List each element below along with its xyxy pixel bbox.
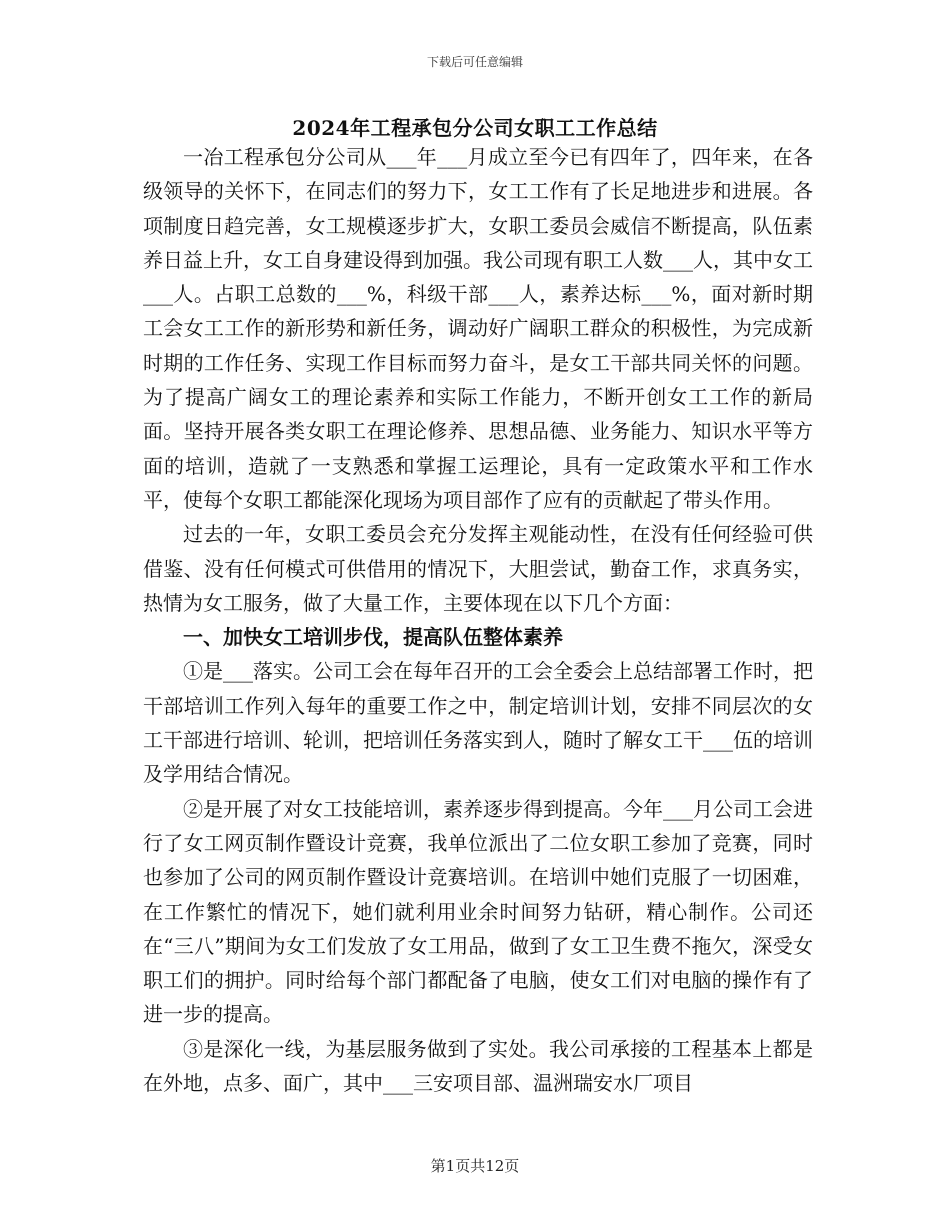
paragraph-item-1: ①是___落实。公司工会在每年召开的工会全委会上总结部署工作时，把干部培训工作列入每年的重要工作之中，制定培训计划，安排不同层次的女工干部进行培训、轮训，把培训任务落实到人，随时了解女工干___伍的培训及学用结合情况。: [143, 659, 813, 787]
document-body: [143, 140, 813, 1100]
page-header-note: 下载后可任意编辑: [426, 55, 523, 69]
document-title: 2024年工程承包分公司女职工工作总结: [292, 116, 658, 140]
paragraph-intro: 一冶工程承包分公司从___年___月成立至今已有四年了，四年来，在各级领导的关怀下，在同志们的努力下，女工工作有了长足地进步和进展。各项制度日趋完善，女工规模逐步扩大，女职工委员会威信不断提高，队伍素养日益上升，女工自身建设得到加强。我公司现有职工人数___人，其中女工___人。占职工总数的___%，科级干部___人，素养达标___%，面对新时期工会女工工作的新形势和新任务，调动好广阔职工群众的积极性，为完成新时期的工作任务、实现工作目标而努力奋斗，是女工干部共同关怀的问题。为了提高广阔女工的理论素养和实际工作能力，不断开创女工工作的新局面。坚持开展各类女职工在理论修养、思想品德、业务能力、知识水平等方面的培训，造就了一支熟悉和掌握工运理论，具有一定政策水平和工作水平，使每个女职工都能深化现场为项目部作了应有的贡献起了带头作用。: [143, 145, 813, 512]
section-heading-training: 一、加快女工培训步伐，提高队伍整体素养: [183, 625, 563, 650]
paragraph-past-year: 过去的一年，女职工委员会充分发挥主观能动性，在没有任何经验可供借鉴、没有任何模式可供借用的情况下，大胆尝试，勤奋工作，求真务实，热情为女工服务，做了大量工作，主要体现在以下几个方面：: [143, 522, 813, 615]
paragraph-item-3: ③是深化一线，为基层服务做到了实处。我公司承接的工程基本上都是在外地，点多、面广，其中___三安项目部、温洲瑞安水厂项目: [143, 1036, 813, 1096]
page-number: 第1页共12页: [430, 1157, 520, 1175]
paragraph-item-2: ②是开展了对女工技能培训，素养逐步得到提高。今年___月公司工会进行了女工网页制作暨设计竞赛，我单位派出了二位女职工参加了竞赛，同时也参加了公司的网页制作暨设计竞赛培训。在培训中她们克服了一切困难，在工作繁忙的情况下，她们就利用业余时间努力钻研，精心制作。公司还在“三八”期间为女工们发放了女工用品，做到了女工卫生费不拖欠，深受女职工们的拥护。同时给每个部门都配备了电脑，使女工们对电脑的操作有了进一步的提高。: [143, 796, 813, 1027]
